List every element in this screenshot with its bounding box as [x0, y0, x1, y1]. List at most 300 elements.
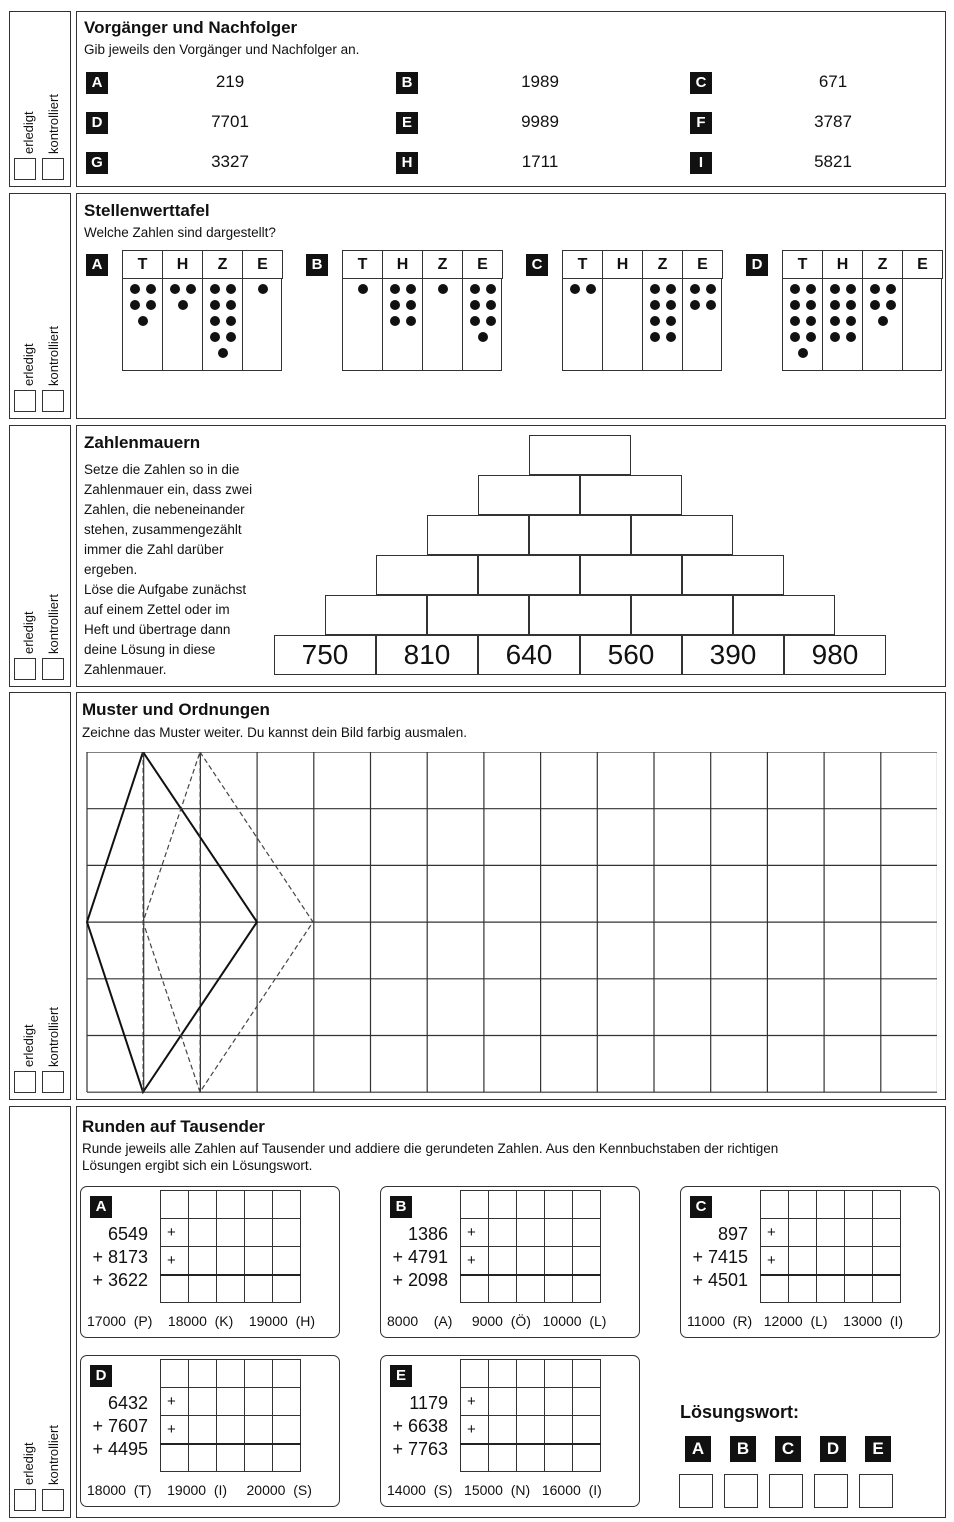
wall-brick[interactable]	[580, 555, 682, 595]
grid-cell[interactable]	[189, 1247, 217, 1275]
count-dot	[226, 300, 236, 310]
grid-cell[interactable]	[489, 1191, 517, 1219]
done-checkbox[interactable]	[14, 390, 36, 412]
solution-letter-box[interactable]	[814, 1474, 848, 1508]
place-value-column	[683, 279, 723, 371]
wall-brick[interactable]	[733, 595, 835, 635]
checked-checkbox[interactable]	[42, 390, 64, 412]
checked-label: kontrolliert	[46, 326, 61, 386]
grid-cell[interactable]	[161, 1191, 189, 1219]
grid-cell[interactable]	[573, 1388, 601, 1416]
count-dot	[886, 300, 896, 310]
count-dot	[650, 284, 660, 294]
grid-cell[interactable]	[245, 1219, 273, 1247]
grid-cell[interactable]	[461, 1275, 489, 1303]
count-dot	[226, 332, 236, 342]
wall-base-brick[interactable]: 980	[784, 635, 886, 675]
place-value-header	[342, 250, 503, 279]
task-letter-badge: B	[390, 1196, 412, 1218]
wall-base-brick[interactable]: 560	[580, 635, 682, 675]
number-value: 9989	[521, 112, 559, 131]
task-letter-badge: I	[690, 152, 712, 174]
addend: + 4495	[92, 1439, 148, 1459]
grid-cell[interactable]	[573, 1444, 601, 1472]
grid-cell[interactable]	[817, 1219, 845, 1247]
addend: + 4791	[392, 1247, 448, 1267]
count-dot	[406, 300, 416, 310]
grid-cell[interactable]	[161, 1275, 189, 1303]
grid-cell[interactable]	[189, 1360, 217, 1388]
sidebar-s4	[9, 692, 71, 1100]
grid-cell[interactable]	[817, 1247, 845, 1275]
grid-cell[interactable]	[845, 1247, 873, 1275]
wall-brick[interactable]	[529, 515, 631, 555]
grid-cell[interactable]	[517, 1388, 545, 1416]
instruction: Gib jeweils den Vorgänger und Nachfolger an.	[84, 42, 360, 57]
place-value-header	[562, 250, 723, 279]
solution-letter-badge: E	[865, 1436, 891, 1462]
count-dot	[830, 300, 840, 310]
instruction-line: auf einem Zettel oder im	[84, 602, 230, 617]
wall-brick[interactable]	[682, 555, 784, 595]
task-letter-badge: A	[86, 72, 108, 94]
count-dot	[666, 332, 676, 342]
grid-cell[interactable]	[189, 1416, 217, 1444]
count-dot	[846, 316, 856, 326]
count-dot	[210, 284, 220, 294]
place-value-header	[782, 250, 943, 279]
wall-brick[interactable]	[631, 515, 733, 555]
instruction-line: Zahlenmauer.	[84, 662, 167, 677]
grid-cell[interactable]	[489, 1444, 517, 1472]
grid-cell[interactable]	[273, 1360, 301, 1388]
task-letter-badge: C	[690, 72, 712, 94]
grid-cell[interactable]	[161, 1360, 189, 1388]
done-checkbox[interactable]	[14, 1071, 36, 1093]
grid-cell[interactable]	[789, 1191, 817, 1219]
answer-options: 18000 (T) 19000 (I) 20000 (S)	[87, 1482, 312, 1498]
plus-sign: +	[161, 1388, 189, 1416]
count-dot	[830, 332, 840, 342]
wall-base-brick[interactable]: 390	[682, 635, 784, 675]
grid-cell[interactable]	[217, 1275, 245, 1303]
grid-cell[interactable]	[189, 1219, 217, 1247]
column-header: T	[343, 251, 383, 279]
grid-cell[interactable]	[517, 1275, 545, 1303]
addend: + 4501	[692, 1270, 748, 1290]
answer-options: 17000 (P) 18000 (K) 19000 (H)	[87, 1313, 316, 1329]
grid-cell[interactable]	[189, 1444, 217, 1472]
grid-cell[interactable]	[545, 1219, 573, 1247]
grid-cell[interactable]	[245, 1275, 273, 1303]
task-letter-badge: B	[396, 72, 418, 94]
grid-cell[interactable]	[273, 1444, 301, 1472]
grid-cell[interactable]	[217, 1219, 245, 1247]
grid-cell[interactable]	[845, 1275, 873, 1303]
grid-cell[interactable]	[161, 1444, 189, 1472]
place-value-column	[603, 279, 643, 371]
number-value: 671	[818, 72, 848, 91]
grid-cell[interactable]	[517, 1416, 545, 1444]
grid-cell[interactable]	[217, 1191, 245, 1219]
instruction-line: Heft und übertrage dann	[84, 622, 231, 637]
count-dot	[690, 300, 700, 310]
grid-cell[interactable]	[273, 1247, 301, 1275]
wall-base-brick[interactable]: 810	[376, 635, 478, 675]
grid-cell[interactable]	[573, 1247, 601, 1275]
answer-grid[interactable]	[460, 1190, 601, 1303]
plus-sign: +	[461, 1247, 489, 1275]
grid-cell[interactable]	[245, 1416, 273, 1444]
pattern-grid[interactable]	[85, 752, 937, 1094]
plus-sign: +	[761, 1219, 789, 1247]
place-value-column	[383, 279, 423, 371]
grid-cell[interactable]	[517, 1444, 545, 1472]
number-value: 1711	[521, 152, 559, 171]
grid-cell[interactable]	[789, 1219, 817, 1247]
count-dot	[706, 284, 716, 294]
answer-grid[interactable]	[460, 1359, 601, 1472]
count-dot	[358, 284, 368, 294]
addend: 897	[717, 1224, 748, 1244]
column-header: T	[783, 251, 823, 279]
checked-checkbox[interactable]	[42, 158, 64, 180]
done-label: erledigt	[21, 111, 36, 154]
task-letter-badge: G	[86, 152, 108, 174]
done-label: erledigt	[21, 611, 36, 654]
addend: 1179	[409, 1393, 448, 1413]
instruction-line: Zahlenmauer ein, dass zwei	[84, 482, 253, 497]
grid-cell[interactable]	[461, 1444, 489, 1472]
instruction: Lösungen ergibt sich ein Lösungswort.	[82, 1158, 313, 1173]
number-value: 3787	[814, 112, 852, 131]
count-dot	[186, 284, 196, 294]
done-label: erledigt	[21, 343, 36, 386]
count-dot	[146, 284, 156, 294]
grid-cell[interactable]	[245, 1191, 273, 1219]
column-header: H	[603, 251, 643, 279]
grid-cell[interactable]	[545, 1360, 573, 1388]
checked-checkbox[interactable]	[42, 1489, 64, 1511]
count-dot	[790, 316, 800, 326]
column-header: H	[383, 251, 423, 279]
checked-label: kontrolliert	[46, 594, 61, 654]
answer-grid[interactable]	[760, 1190, 901, 1303]
grid-cell[interactable]	[217, 1247, 245, 1275]
grid-cell[interactable]	[789, 1247, 817, 1275]
number-value: 1989	[521, 72, 559, 91]
wall-base-brick[interactable]: 750	[274, 635, 376, 675]
grid-cell[interactable]	[217, 1360, 245, 1388]
grid-cell[interactable]	[189, 1388, 217, 1416]
count-dot	[790, 300, 800, 310]
count-dot	[790, 284, 800, 294]
count-dot	[870, 300, 880, 310]
solution-letter-badge: A	[685, 1436, 711, 1462]
count-dot	[438, 284, 448, 294]
number-value: 5821	[814, 152, 852, 171]
place-value-header	[122, 250, 283, 279]
count-dot	[570, 284, 580, 294]
instruction-line: stehen, zusammengezählt	[84, 522, 242, 537]
count-dot	[218, 348, 228, 358]
grid-cell[interactable]	[845, 1219, 873, 1247]
column-header: Z	[863, 251, 903, 279]
solution-letter-box[interactable]	[859, 1474, 893, 1508]
grid-cell[interactable]	[545, 1275, 573, 1303]
addend: + 2098	[392, 1270, 448, 1290]
count-dot	[846, 284, 856, 294]
wall-brick[interactable]	[529, 435, 631, 475]
count-dot	[390, 300, 400, 310]
done-label: erledigt	[21, 1442, 36, 1485]
task-letter-badge: D	[90, 1365, 112, 1387]
grid-cell[interactable]	[545, 1416, 573, 1444]
addend: + 7415	[692, 1247, 748, 1267]
column-header: E	[903, 251, 943, 279]
wall-brick[interactable]	[580, 475, 682, 515]
place-value-body[interactable]	[342, 279, 502, 371]
grid-cell[interactable]	[245, 1247, 273, 1275]
count-dot	[478, 332, 488, 342]
grid-cell[interactable]	[461, 1360, 489, 1388]
count-dot	[178, 300, 188, 310]
count-dot	[470, 300, 480, 310]
instruction-line: deine Lösung in diese	[84, 642, 216, 657]
column-header: H	[823, 251, 863, 279]
count-dot	[486, 300, 496, 310]
solution-letter-box[interactable]	[724, 1474, 758, 1508]
count-dot	[258, 284, 268, 294]
answer-options: 14000 (S) 15000 (N) 16000 (I)	[387, 1482, 602, 1498]
addend: + 7607	[92, 1416, 148, 1436]
grid-cell[interactable]	[817, 1191, 845, 1219]
task-letter-badge: C	[526, 254, 548, 276]
count-dot	[406, 316, 416, 326]
grid-cell[interactable]	[873, 1275, 901, 1303]
count-dot	[486, 316, 496, 326]
count-dot	[830, 284, 840, 294]
count-dot	[390, 284, 400, 294]
count-dot	[650, 316, 660, 326]
instruction: Welche Zahlen sind dargestellt?	[84, 225, 276, 240]
section-title: Runden auf Tausender	[82, 1117, 265, 1136]
count-dot	[650, 300, 660, 310]
done-checkbox[interactable]	[14, 1489, 36, 1511]
number-value: 3327	[211, 152, 249, 171]
grid-cell[interactable]	[573, 1191, 601, 1219]
grid-cell[interactable]	[517, 1360, 545, 1388]
column-header: Z	[643, 251, 683, 279]
place-value-column	[823, 279, 863, 371]
grid-cell[interactable]	[517, 1247, 545, 1275]
grid-cell[interactable]	[489, 1275, 517, 1303]
count-dot	[798, 348, 808, 358]
task-letter-badge: A	[90, 1196, 112, 1218]
grid-cell[interactable]	[217, 1444, 245, 1472]
grid-cell[interactable]	[545, 1444, 573, 1472]
addend: + 6638	[392, 1416, 448, 1436]
grid-cell[interactable]	[461, 1191, 489, 1219]
wall-brick[interactable]	[427, 595, 529, 635]
count-dot	[666, 300, 676, 310]
task-letter-badge: H	[396, 152, 418, 174]
count-dot	[790, 332, 800, 342]
instruction: Zeichne das Muster weiter. Du kannst dein Bild farbig ausmalen.	[82, 725, 467, 740]
place-value-column	[163, 279, 203, 371]
grid-cell[interactable]	[517, 1191, 545, 1219]
grid-cell[interactable]	[189, 1191, 217, 1219]
place-value-body[interactable]	[782, 279, 942, 371]
count-dot	[870, 284, 880, 294]
checked-checkbox[interactable]	[42, 1071, 64, 1093]
checked-checkbox[interactable]	[42, 658, 64, 680]
solution-letter-badge: B	[730, 1436, 756, 1462]
count-dot	[130, 284, 140, 294]
wall-brick[interactable]	[376, 555, 478, 595]
grid-cell[interactable]	[789, 1275, 817, 1303]
grid-cell[interactable]	[817, 1275, 845, 1303]
count-dot	[886, 284, 896, 294]
plus-sign: +	[161, 1416, 189, 1444]
instruction-line: Löse die Aufgabe zunächst	[84, 582, 247, 597]
count-dot	[146, 300, 156, 310]
count-dot	[806, 284, 816, 294]
column-header: H	[163, 251, 203, 279]
grid-cell[interactable]	[489, 1360, 517, 1388]
wall-brick[interactable]	[427, 515, 529, 555]
instruction-line: ergeben.	[84, 562, 138, 577]
wall-brick[interactable]	[631, 595, 733, 635]
checked-label: kontrolliert	[46, 1425, 61, 1485]
place-value-column	[463, 279, 503, 371]
number-value: 7701	[211, 112, 249, 131]
grid-cell[interactable]	[489, 1388, 517, 1416]
instruction-line: Setze die Zahlen so in die	[84, 462, 240, 477]
grid-cell[interactable]	[761, 1191, 789, 1219]
solution-letter-box[interactable]	[679, 1474, 713, 1508]
grid-cell[interactable]	[873, 1247, 901, 1275]
addend: + 8173	[92, 1247, 148, 1267]
grid-cell[interactable]	[489, 1247, 517, 1275]
grid-cell[interactable]	[545, 1388, 573, 1416]
grid-cell[interactable]	[245, 1360, 273, 1388]
number-value: 219	[215, 72, 245, 91]
grid-cell[interactable]	[573, 1416, 601, 1444]
column-header: T	[563, 251, 603, 279]
section-title: Zahlenmauern	[84, 433, 201, 452]
count-dot	[226, 316, 236, 326]
count-dot	[470, 316, 480, 326]
grid-cell[interactable]	[489, 1416, 517, 1444]
grid-cell[interactable]	[873, 1191, 901, 1219]
sidebar-s3	[9, 425, 71, 687]
wall-brick[interactable]	[529, 595, 631, 635]
count-dot	[486, 284, 496, 294]
instruction-line: Zahlen, die nebeneinander	[84, 502, 245, 517]
grid-cell[interactable]	[761, 1275, 789, 1303]
count-dot	[406, 284, 416, 294]
grid-cell[interactable]	[489, 1219, 517, 1247]
place-value-body[interactable]	[122, 279, 282, 371]
count-dot	[846, 300, 856, 310]
count-dot	[226, 284, 236, 294]
count-dot	[706, 300, 716, 310]
addend: + 7763	[392, 1439, 448, 1459]
section-title: Muster und Ordnungen	[82, 700, 270, 719]
grid-cell[interactable]	[517, 1219, 545, 1247]
grid-cell[interactable]	[545, 1247, 573, 1275]
place-value-column	[903, 279, 943, 371]
answer-options: 11000 (R) 12000 (L) 13000 (I)	[687, 1313, 904, 1329]
count-dot	[666, 316, 676, 326]
grid-cell[interactable]	[273, 1388, 301, 1416]
column-header: E	[683, 251, 723, 279]
grid-cell[interactable]	[245, 1444, 273, 1472]
wall-brick[interactable]	[478, 475, 580, 515]
task-letter-badge: C	[690, 1196, 712, 1218]
grid-cell[interactable]	[217, 1416, 245, 1444]
plus-sign: +	[161, 1219, 189, 1247]
grid-cell[interactable]	[545, 1191, 573, 1219]
count-dot	[806, 316, 816, 326]
done-checkbox[interactable]	[14, 158, 36, 180]
grid-cell[interactable]	[573, 1275, 601, 1303]
answer-grid[interactable]	[160, 1359, 301, 1472]
place-value-body[interactable]	[562, 279, 722, 371]
grid-cell[interactable]	[245, 1388, 273, 1416]
grid-cell[interactable]	[873, 1219, 901, 1247]
instruction: Runde jeweils alle Zahlen auf Tausender und addiere die gerundeten Zahlen. Aus den Kennbuchstaben der richtigen	[82, 1141, 779, 1156]
solution-letter-badge: D	[820, 1436, 846, 1462]
task-letter-badge: B	[306, 254, 328, 276]
addend: 6549	[107, 1224, 148, 1244]
count-dot	[846, 332, 856, 342]
grid-cell[interactable]	[217, 1388, 245, 1416]
done-checkbox[interactable]	[14, 658, 36, 680]
count-dot	[210, 300, 220, 310]
solution-letter-box[interactable]	[769, 1474, 803, 1508]
count-dot	[666, 284, 676, 294]
grid-cell[interactable]	[189, 1275, 217, 1303]
column-header: T	[123, 251, 163, 279]
count-dot	[170, 284, 180, 294]
grid-cell[interactable]	[273, 1275, 301, 1303]
answer-grid[interactable]	[160, 1190, 301, 1303]
wall-base-brick[interactable]: 640	[478, 635, 580, 675]
solution-label: Lösungswort:	[680, 1402, 799, 1422]
wall-brick[interactable]	[325, 595, 427, 635]
plus-sign: +	[461, 1416, 489, 1444]
wall-brick[interactable]	[478, 555, 580, 595]
grid-cell[interactable]	[845, 1191, 873, 1219]
grid-cell[interactable]	[573, 1360, 601, 1388]
count-dot	[210, 316, 220, 326]
task-letter-badge: A	[86, 254, 108, 276]
grid-cell[interactable]	[273, 1191, 301, 1219]
plus-sign: +	[461, 1219, 489, 1247]
grid-cell[interactable]	[273, 1416, 301, 1444]
plus-sign: +	[761, 1247, 789, 1275]
column-header: Z	[423, 251, 463, 279]
count-dot	[390, 316, 400, 326]
grid-cell[interactable]	[573, 1219, 601, 1247]
column-header: Z	[203, 251, 243, 279]
grid-cell[interactable]	[273, 1219, 301, 1247]
addend: + 3622	[92, 1270, 148, 1290]
plus-sign: +	[461, 1388, 489, 1416]
place-value-column	[643, 279, 683, 371]
